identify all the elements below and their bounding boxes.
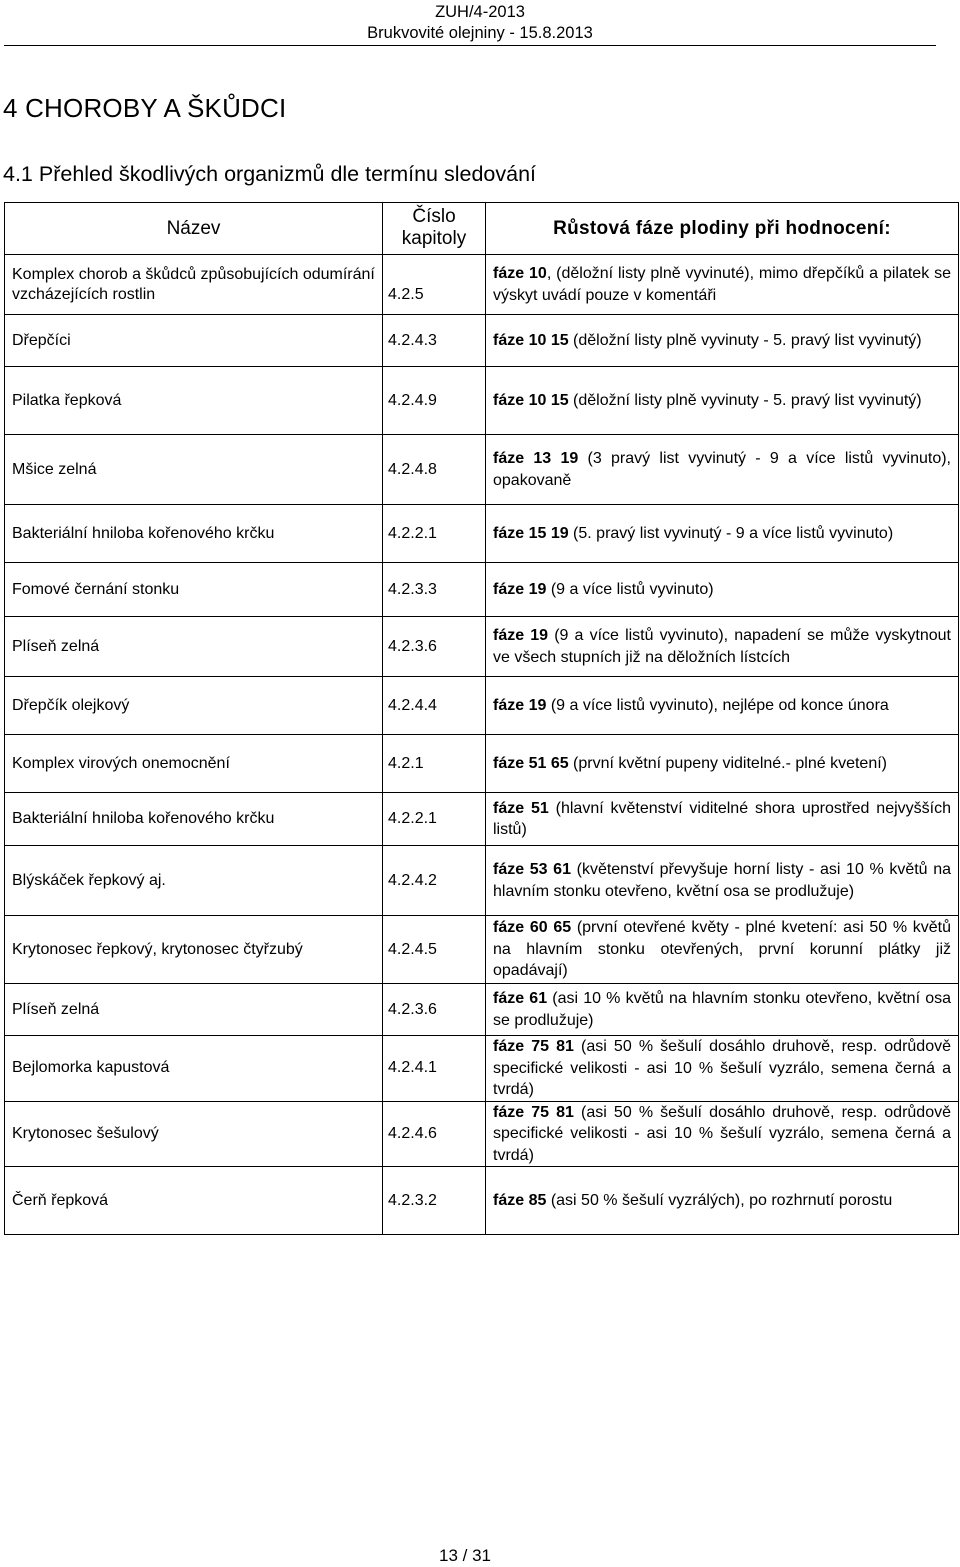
growth-phase — [486, 677, 959, 735]
organism-name: Dřepčíci — [5, 315, 383, 367]
organism-name: Plíseň zelná — [5, 617, 383, 677]
table-row — [5, 916, 959, 984]
chapter-number: 4.2.4.6 — [383, 1101, 486, 1167]
organism-name: Krytonosec šešulový — [5, 1101, 383, 1167]
growth-phase-code: fáze 10 15 — [493, 391, 569, 409]
header-divider — [4, 45, 936, 46]
growth-phase-code: fáze 19 — [493, 627, 549, 644]
table-row — [5, 255, 959, 315]
chapter-number: 4.2.1 — [383, 735, 486, 793]
growth-phase-code: fáze 60 65 — [493, 919, 572, 937]
growth-phase — [486, 1167, 959, 1235]
chapter-number: 4.2.4.4 — [383, 677, 486, 735]
chapter-number: 4.2.5 — [383, 255, 486, 315]
growth-phase-description: (květenství převyšuje horní listy - asi 10 % květů na hlavním stonku otevřeno, květní osa se prodlužuje) — [493, 861, 952, 900]
growth-phase — [486, 846, 959, 916]
table-row — [5, 1036, 959, 1102]
growth-phase — [486, 916, 959, 984]
organism-name: Blýskáček řepkový aj. — [5, 846, 383, 916]
column-header-phase: Růstová fáze plodiny při hodnocení: — [486, 203, 959, 255]
table-row — [5, 846, 959, 916]
growth-phase — [486, 505, 959, 563]
growth-phase — [486, 435, 959, 505]
growth-phase-code: fáze 53 61 — [493, 861, 571, 878]
table-row — [5, 1167, 959, 1235]
growth-phase-description: (asi 50 % šešulí dosáhlo druhově, resp. odrůdově specifické velikosti - asi 10 % šešulí vyzrálo, semena černá a tvrdá) — [493, 1103, 952, 1164]
document-code: ZUH/4-2013 — [435, 3, 525, 21]
growth-phase-code: fáze 51 — [493, 799, 549, 817]
chapter-number: 4.2.3.3 — [383, 563, 486, 617]
growth-phase-code: fáze 13 19 — [493, 450, 579, 467]
growth-phase — [486, 793, 959, 846]
chapter-number: 4.2.3.2 — [383, 1167, 486, 1235]
document-header — [0, 2, 960, 44]
chapter-number: 4.2.3.6 — [383, 984, 486, 1036]
growth-phase — [486, 1036, 959, 1102]
table-row — [5, 563, 959, 617]
section-heading: 4.1 Přehled škodlivých organizmů dle termínu sledování — [3, 162, 537, 186]
organism-name: Pilatka řepková — [5, 367, 383, 435]
chapter-number: 4.2.2.1 — [383, 505, 486, 563]
table-row — [5, 984, 959, 1036]
organism-name: Fomové černání stonku — [5, 563, 383, 617]
organism-name: Dřepčík olejkový — [5, 677, 383, 735]
growth-phase-code: fáze 15 19 — [493, 524, 569, 542]
table-row — [5, 1101, 959, 1167]
growth-phase-description: (9 a více listů vyvinuto), napadení se může vyskytnout ve všech stupních již na děložních lístcích — [493, 627, 951, 666]
organism-name: Komplex chorob a škůdců způsobujících odumírání vzcházejících rostlin — [5, 255, 383, 315]
growth-phase-description: (děložní listy plně vyvinuty - 5. pravý list vyvinutý) — [568, 331, 922, 349]
growth-phase-description: , (děložní listy plně vyvinuté), mimo dřepčíků a pilatek se výskyt uvádí pouze v komentáři — [493, 265, 951, 304]
chapter-number: 4.2.2.1 — [383, 793, 486, 846]
chapter-number: 4.2.4.2 — [383, 846, 486, 916]
growth-phase-code: fáze 75 81 — [493, 1038, 574, 1055]
growth-phase-description: (asi 10 % květů na hlavním stonku otevřeno, květní osa se prodlužuje) — [493, 990, 951, 1029]
growth-phase-description: (9 a více listů vyvinuto) — [546, 580, 714, 598]
growth-phase-description: (první květní pupeny viditelné.- plné kvetení) — [568, 754, 887, 772]
growth-phase-code: fáze 19 — [493, 580, 547, 598]
growth-phase-code: fáze 61 — [493, 990, 548, 1007]
chapter-number: 4.2.3.6 — [383, 617, 486, 677]
growth-phase — [486, 1101, 959, 1167]
growth-phase-code: fáze 75 81 — [493, 1103, 574, 1121]
column-header-number: Číslo kapitoly — [383, 203, 486, 255]
table-row — [5, 505, 959, 563]
growth-phase — [486, 563, 959, 617]
chapter-heading: 4 CHOROBY A ŠKŮDCI — [3, 93, 287, 123]
chapter-number: 4.2.4.1 — [383, 1036, 486, 1102]
growth-phase — [486, 617, 959, 677]
growth-phase-code: fáze 10 15 — [493, 331, 569, 349]
table-row — [5, 315, 959, 367]
table-row — [5, 367, 959, 435]
organism-name: Krytonosec řepkový, krytonosec čtyřzubý — [5, 916, 383, 984]
chapter-number: 4.2.4.9 — [383, 367, 486, 435]
growth-phase-code: fáze 19 — [493, 696, 547, 714]
growth-phase — [486, 255, 959, 315]
organism-name: Bakteriální hniloba kořenového krčku — [5, 505, 383, 563]
growth-phase-description: (5. pravý list vyvinutý - 9 a více listů vyvinuto) — [568, 524, 894, 542]
pest-monitoring-table — [4, 202, 959, 1235]
growth-phase — [486, 735, 959, 793]
organism-name: Komplex virových onemocnění — [5, 735, 383, 793]
table-row — [5, 617, 959, 677]
growth-phase-code: fáze 51 65 — [493, 754, 569, 772]
table-row — [5, 793, 959, 846]
growth-phase-description: (první otevřené květy - plné kvetení: asi 50 % květů na hlavním stonku otevřených, první korunní plátky již opadávají) — [493, 919, 951, 980]
document-subtitle: Brukvovité olejniny - 15.8.2013 — [367, 24, 593, 42]
chapter-number: 4.2.4.8 — [383, 435, 486, 505]
table-row — [5, 735, 959, 793]
organism-name: Čerň řepková — [5, 1167, 383, 1235]
growth-phase-description: (3 pravý list vyvinutý - 9 a více listů vyvinuto), opakovaně — [493, 450, 951, 489]
growth-phase-description: (asi 50 % šešulí dosáhlo druhově, resp. odrůdově specifické velikosti - asi 10 % šešulí vyzrálo, semena černá a tvrdá) — [493, 1038, 952, 1098]
organism-name: Bakteriální hniloba kořenového krčku — [5, 793, 383, 846]
growth-phase-description: (9 a více listů vyvinuto), nejlépe od konce února — [546, 696, 889, 714]
growth-phase — [486, 315, 959, 367]
growth-phase-code: fáze 10 — [493, 265, 547, 282]
organism-name: Mšice zelná — [5, 435, 383, 505]
column-header-name: Název — [5, 203, 383, 255]
table-row — [5, 435, 959, 505]
chapter-number: 4.2.4.5 — [383, 916, 486, 984]
organism-name: Plíseň zelná — [5, 984, 383, 1036]
organism-name: Bejlomorka kapustová — [5, 1036, 383, 1102]
page-number: 13 / 31 — [439, 1546, 491, 1565]
chapter-number: 4.2.4.3 — [383, 315, 486, 367]
growth-phase-description: (asi 50 % šešulí vyzrálých), po rozhrnutí porostu — [546, 1191, 893, 1209]
table-header-row — [5, 203, 959, 255]
growth-phase-description: (děložní listy plně vyvinuty - 5. pravý list vyvinutý) — [568, 391, 922, 409]
growth-phase — [486, 984, 959, 1036]
table-row — [5, 677, 959, 735]
growth-phase-code: fáze 85 — [493, 1191, 547, 1209]
growth-phase-description: (hlavní květenství viditelné shora uprostřed nejvyšších listů) — [493, 799, 951, 838]
growth-phase — [486, 367, 959, 435]
